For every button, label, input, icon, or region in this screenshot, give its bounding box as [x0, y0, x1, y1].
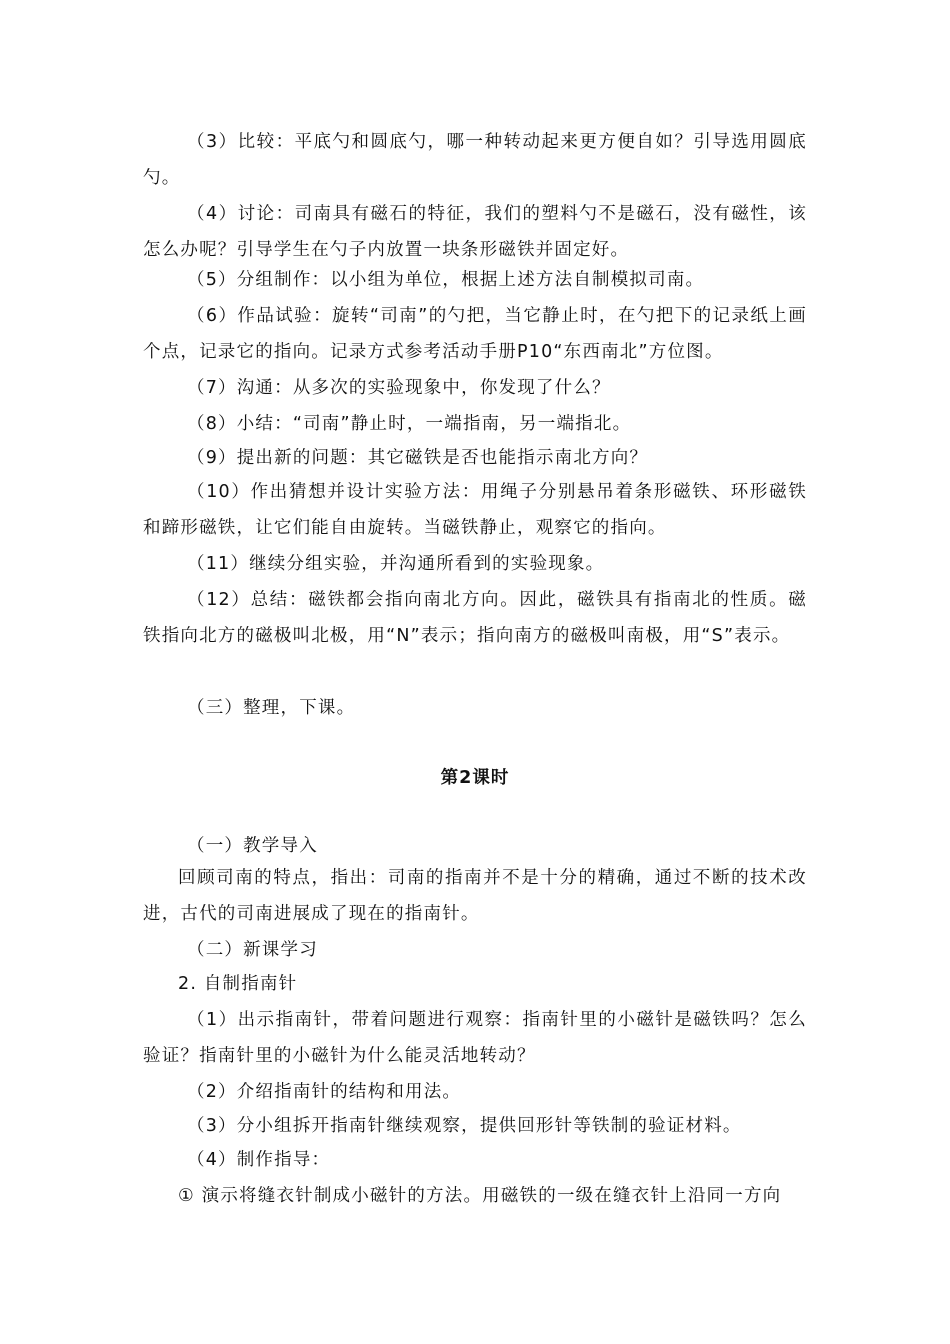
paragraph-compass-step-1: （1）出示指南针，带着问题进行观察：指南针里的小磁针是磁铁吗？怎么验证？指南针里的小磁针为什么能灵活地转动？: [143, 1010, 807, 1066]
paragraph-intro-heading: （一）教学导入: [187, 836, 318, 856]
paragraph-step-5: （5）分组制作：以小组为单位，根据上述方法自制模拟司南。: [187, 270, 705, 290]
paragraph-demo-step: ① 演示将缝衣针制成小磁针的方法。用磁铁的一级在缝衣针上沿同一方向: [178, 1186, 782, 1206]
paragraph-step-9: （9）提出新的问题：其它磁铁是否也能指示南北方向？: [187, 448, 649, 468]
paragraph-step-4: （4）讨论：司南具有磁石的特征，我们的塑料勺不是磁石，没有磁性，该怎么办呢？引导学生在勺子内放置一块条形磁铁并固定好。: [143, 204, 807, 260]
paragraph-compass-step-3: （3）分小组拆开指南针继续观察，提供回形针等铁制的验证材料。: [187, 1116, 742, 1136]
paragraph-step-7: （7）沟通：从多次的实验现象中，你发现了什么？: [187, 378, 611, 398]
paragraph-step-12: （12）总结：磁铁都会指向南北方向。因此，磁铁具有指南北的性质。磁铁指向北方的磁极叫北极，用“N”表示；指向南方的磁极叫南极，用“S”表示。: [143, 590, 807, 646]
paragraph-step-10: （10）作出猜想并设计实验方法：用绳子分别悬吊着条形磁铁、环形磁铁和蹄形磁铁，让它们能自由旋转。当磁铁静止，观察它的指向。: [143, 482, 807, 538]
paragraph-wrap-up: （三）整理，下课。: [187, 698, 356, 718]
paragraph-step-8: （8）小结：“司南”静止时，一端指南，另一端指北。: [187, 414, 632, 434]
paragraph-new-lesson-heading: （二）新课学习: [187, 940, 318, 960]
paragraph-step-3: （3）比较：平底勺和圆底勺，哪一种转动起来更方便自如？引导选用圆底勺。: [143, 132, 807, 188]
paragraph-make-compass-heading: 2. 自制指南针: [178, 974, 298, 994]
paragraph-step-6: （6）作品试验：旋转“司南”的勺把，当它静止时，在勺把下的记录纸上画个点，记录它的指向。记录方式参考活动手册P10“东西南北”方位图。: [143, 306, 807, 362]
paragraph-compass-step-2: （2）介绍指南针的结构和用法。: [187, 1082, 462, 1102]
section-title: 第2课时: [440, 768, 510, 788]
paragraph-review: 回顾司南的特点，指出：司南的指南并不是十分的精确，通过不断的技术改进，古代的司南进展成了现在的指南针。: [143, 868, 807, 924]
paragraph-step-11: （11）继续分组实验，并沟通所看到的实验现象。: [187, 554, 605, 574]
paragraph-compass-step-4: （4）制作指导：: [187, 1150, 331, 1170]
